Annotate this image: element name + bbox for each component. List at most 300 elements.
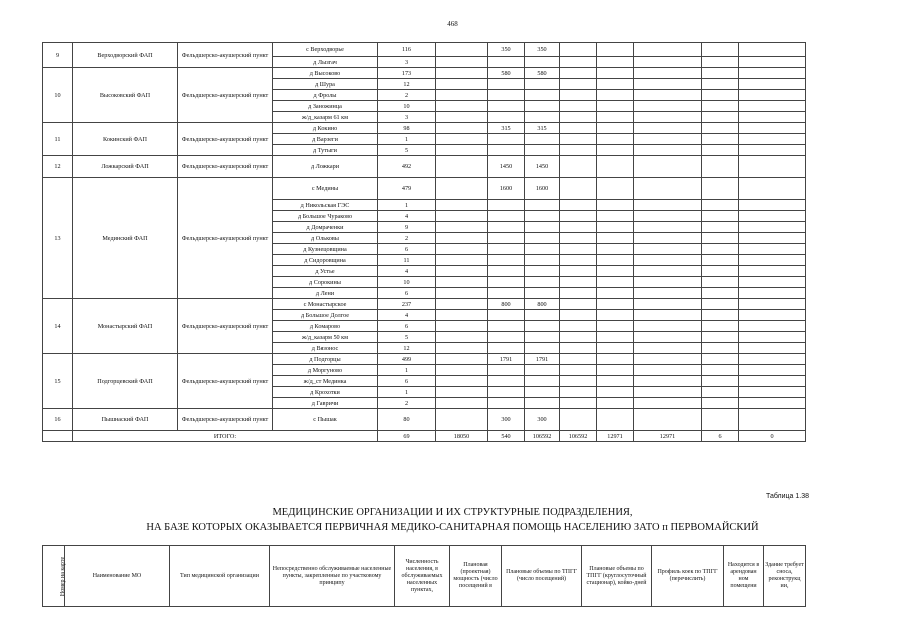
value-cell: 2	[378, 398, 436, 409]
value-cell	[488, 112, 525, 123]
value-cell	[560, 222, 597, 233]
settlement-cell: д Гавричи	[273, 398, 378, 409]
facility-type: Фельдшерско-акушерский пункт	[178, 178, 273, 299]
value-cell	[597, 299, 634, 310]
value-cell: 6	[378, 321, 436, 332]
value-cell	[560, 123, 597, 134]
header-rented-premises: Находится в арендован ном помещени	[724, 546, 764, 607]
value-cell	[702, 332, 739, 343]
facility-name: Мединский ФАП	[73, 178, 178, 299]
value-cell: 580	[488, 68, 525, 79]
value-cell	[436, 354, 488, 365]
value-cell	[739, 123, 806, 134]
value-cell	[634, 343, 702, 354]
value-cell: 4	[378, 310, 436, 321]
value-cell	[436, 222, 488, 233]
value-cell	[560, 354, 597, 365]
value-cell	[525, 321, 560, 332]
page-number: 468	[447, 20, 458, 28]
value-cell: 6	[378, 376, 436, 387]
value-cell	[488, 255, 525, 266]
total-value-cell: 6	[702, 431, 739, 442]
value-cell	[436, 178, 488, 200]
value-cell: 5	[378, 145, 436, 156]
value-cell: 315	[525, 123, 560, 134]
value-cell	[436, 68, 488, 79]
settlement-cell: д Никольская ГЭС	[273, 200, 378, 211]
settlement-cell: д Вязонос	[273, 343, 378, 354]
value-cell: 237	[378, 299, 436, 310]
value-cell	[525, 255, 560, 266]
value-cell	[525, 288, 560, 299]
value-cell	[488, 134, 525, 145]
value-cell	[634, 310, 702, 321]
value-cell	[739, 321, 806, 332]
header-bed-profile: Профиль коек по ТПГГ (перечислить)	[652, 546, 724, 607]
value-cell: 1	[378, 200, 436, 211]
value-cell: 492	[378, 156, 436, 178]
facility-name: Ложкарский ФАП	[73, 156, 178, 178]
value-cell	[597, 288, 634, 299]
value-cell	[739, 288, 806, 299]
value-cell	[436, 365, 488, 376]
total-value-cell: 69	[378, 431, 436, 442]
value-cell	[436, 332, 488, 343]
value-cell	[436, 134, 488, 145]
value-cell	[597, 376, 634, 387]
facility-type: Фельдшерско-акушерский пункт	[178, 156, 273, 178]
value-cell: 1	[378, 365, 436, 376]
value-cell	[739, 398, 806, 409]
value-cell	[436, 310, 488, 321]
facility-number: 12	[43, 156, 73, 178]
value-cell	[634, 376, 702, 387]
value-cell	[634, 211, 702, 222]
next-table-header	[42, 545, 806, 607]
value-cell	[739, 145, 806, 156]
value-cell: 12	[378, 343, 436, 354]
value-cell	[560, 398, 597, 409]
value-cell	[488, 310, 525, 321]
value-cell	[702, 376, 739, 387]
table-row	[43, 299, 806, 310]
value-cell	[436, 343, 488, 354]
value-cell	[702, 43, 739, 57]
value-cell	[739, 101, 806, 112]
value-cell	[739, 266, 806, 277]
table-row	[43, 409, 806, 431]
value-cell	[560, 112, 597, 123]
value-cell: 116	[378, 43, 436, 57]
value-cell	[597, 266, 634, 277]
value-cell	[702, 354, 739, 365]
value-cell	[702, 387, 739, 398]
header-planned-bed-days: Плановые объемы по ТПГГ (круглосуточный стационар), койко-дней	[582, 546, 652, 607]
settlement-cell: д Крохотки	[273, 387, 378, 398]
total-row	[43, 431, 806, 442]
value-cell	[525, 79, 560, 90]
value-cell	[560, 244, 597, 255]
value-cell	[560, 90, 597, 101]
settlement-cell: д Фролы	[273, 90, 378, 101]
value-cell	[560, 200, 597, 211]
value-cell	[597, 57, 634, 68]
value-cell	[702, 277, 739, 288]
value-cell	[702, 365, 739, 376]
value-cell: 315	[488, 123, 525, 134]
settlement-cell: ж/д_ст Мединка	[273, 376, 378, 387]
value-cell	[525, 145, 560, 156]
value-cell	[560, 310, 597, 321]
value-cell: 173	[378, 68, 436, 79]
value-cell	[597, 365, 634, 376]
value-cell: 1450	[488, 156, 525, 178]
settlement-cell: д Высоково	[273, 68, 378, 79]
settlement-cell: с Монастырское	[273, 299, 378, 310]
value-cell	[702, 156, 739, 178]
value-cell	[702, 409, 739, 431]
header-mo-type: Тип медицинской организации	[170, 546, 270, 607]
value-cell	[488, 398, 525, 409]
value-cell: 580	[525, 68, 560, 79]
value-cell	[560, 299, 597, 310]
value-cell	[634, 354, 702, 365]
value-cell	[597, 398, 634, 409]
value-cell	[634, 134, 702, 145]
value-cell: 12	[378, 79, 436, 90]
value-cell	[488, 79, 525, 90]
facility-type: Фельдшерско-акушерский пункт	[178, 123, 273, 156]
value-cell	[488, 387, 525, 398]
value-cell	[702, 321, 739, 332]
value-cell	[560, 43, 597, 57]
facility-type: Фельдшерско-акушерский пункт	[178, 68, 273, 123]
value-cell	[488, 266, 525, 277]
value-cell	[634, 112, 702, 123]
value-cell	[739, 68, 806, 79]
value-cell	[525, 57, 560, 68]
value-cell	[488, 365, 525, 376]
facilities-table	[42, 42, 806, 442]
value-cell: 10	[378, 277, 436, 288]
settlement-cell: д Заножинца	[273, 101, 378, 112]
value-cell	[634, 145, 702, 156]
value-cell	[702, 101, 739, 112]
value-cell	[597, 79, 634, 90]
value-cell	[597, 332, 634, 343]
value-cell	[560, 255, 597, 266]
value-cell	[597, 222, 634, 233]
facility-number: 15	[43, 354, 73, 409]
total-value-cell: 106592	[560, 431, 597, 442]
value-cell	[488, 277, 525, 288]
value-cell	[702, 145, 739, 156]
settlement-cell: ж/д_казарм 50 км	[273, 332, 378, 343]
table-caption: Таблица 1.38	[765, 493, 809, 500]
value-cell: 1600	[525, 178, 560, 200]
value-cell	[634, 233, 702, 244]
value-cell	[436, 43, 488, 57]
value-cell	[560, 376, 597, 387]
value-cell	[436, 101, 488, 112]
value-cell	[560, 134, 597, 145]
value-cell	[739, 222, 806, 233]
value-cell	[702, 266, 739, 277]
value-cell: 1791	[525, 354, 560, 365]
total-value-cell: 12971	[597, 431, 634, 442]
value-cell	[560, 409, 597, 431]
value-cell: 98	[378, 123, 436, 134]
settlement-cell: ж/д_казарм 61 км	[273, 112, 378, 123]
value-cell	[739, 310, 806, 321]
value-cell	[436, 376, 488, 387]
value-cell	[702, 222, 739, 233]
section-title-line-1: МЕДИЦИНСКИЕ ОРГАНИЗАЦИИ И ИХ СТРУКТУРНЫЕ ПОДРАЗДЕЛЕНИЯ,	[272, 507, 633, 518]
value-cell	[488, 90, 525, 101]
value-cell	[560, 365, 597, 376]
value-cell	[739, 244, 806, 255]
value-cell	[634, 90, 702, 101]
value-cell	[436, 211, 488, 222]
value-cell	[560, 178, 597, 200]
value-cell	[488, 145, 525, 156]
facility-type: Фельдшерско-акушерский пункт	[178, 43, 273, 68]
table-row	[43, 354, 806, 365]
value-cell	[436, 409, 488, 431]
table-row	[43, 43, 806, 57]
value-cell	[488, 288, 525, 299]
value-cell	[525, 266, 560, 277]
value-cell	[597, 310, 634, 321]
facility-number: 10	[43, 68, 73, 123]
value-cell	[739, 409, 806, 431]
value-cell	[436, 233, 488, 244]
value-cell: 10	[378, 101, 436, 112]
table-row	[43, 123, 806, 134]
value-cell	[488, 244, 525, 255]
settlement-cell: д Домраченки	[273, 222, 378, 233]
facility-name: Монастырский ФАП	[73, 299, 178, 354]
value-cell	[525, 244, 560, 255]
header-population: Численность населения, в обслуживаемых населенных пунктах,	[395, 546, 450, 607]
settlement-cell: д Моргуново	[273, 365, 378, 376]
facility-number: 14	[43, 299, 73, 354]
value-cell	[597, 178, 634, 200]
value-cell	[702, 178, 739, 200]
total-value-cell: 12971	[634, 431, 702, 442]
table-row	[43, 156, 806, 178]
facility-number: 13	[43, 178, 73, 299]
value-cell	[634, 43, 702, 57]
value-cell: 350	[525, 43, 560, 57]
settlement-cell: д Сорокины	[273, 277, 378, 288]
value-cell	[739, 178, 806, 200]
table-row	[43, 68, 806, 79]
value-cell: 6	[378, 244, 436, 255]
facility-name: Подгорцевский ФАП	[73, 354, 178, 409]
value-cell	[597, 233, 634, 244]
total-label: ИТОГО:	[73, 431, 378, 442]
value-cell	[525, 376, 560, 387]
value-cell	[436, 145, 488, 156]
value-cell	[525, 398, 560, 409]
value-cell	[702, 123, 739, 134]
value-cell	[560, 321, 597, 332]
value-cell	[488, 376, 525, 387]
value-cell	[634, 398, 702, 409]
settlement-cell: д Сидоровщина	[273, 255, 378, 266]
facility-number: 16	[43, 409, 73, 431]
value-cell	[702, 112, 739, 123]
value-cell	[436, 398, 488, 409]
facility-number: 9	[43, 43, 73, 68]
value-cell	[560, 156, 597, 178]
value-cell	[739, 354, 806, 365]
value-cell	[436, 299, 488, 310]
value-cell	[560, 79, 597, 90]
settlement-cell: д Ложкари	[273, 156, 378, 178]
value-cell: 2	[378, 233, 436, 244]
value-cell	[436, 288, 488, 299]
settlement-cell: д Кокино	[273, 123, 378, 134]
value-cell: 2	[378, 90, 436, 101]
facility-number: 11	[43, 123, 73, 156]
value-cell	[634, 387, 702, 398]
value-cell	[436, 123, 488, 134]
value-cell	[702, 299, 739, 310]
value-cell	[597, 200, 634, 211]
header-planned-visits: Плановые объемы по ТПГГ (число посещений)	[502, 546, 582, 607]
value-cell	[525, 310, 560, 321]
facility-type: Фельдшерско-акушерский пункт	[178, 409, 273, 431]
settlement-cell: д Кузнецовщина	[273, 244, 378, 255]
settlement-cell: д Большое Долгое	[273, 310, 378, 321]
value-cell	[525, 112, 560, 123]
value-cell	[739, 277, 806, 288]
value-cell	[560, 332, 597, 343]
value-cell	[597, 211, 634, 222]
value-cell	[597, 145, 634, 156]
value-cell	[597, 387, 634, 398]
value-cell: 300	[488, 409, 525, 431]
value-cell: 5	[378, 332, 436, 343]
value-cell	[436, 57, 488, 68]
value-cell: 1	[378, 387, 436, 398]
total-blank	[43, 431, 73, 442]
value-cell	[702, 310, 739, 321]
value-cell	[739, 387, 806, 398]
value-cell	[597, 112, 634, 123]
value-cell: 479	[378, 178, 436, 200]
value-cell	[436, 244, 488, 255]
settlement-cell: д Варзеги	[273, 134, 378, 145]
value-cell	[634, 266, 702, 277]
value-cell	[702, 134, 739, 145]
value-cell: 800	[525, 299, 560, 310]
value-cell	[634, 222, 702, 233]
value-cell	[634, 79, 702, 90]
value-cell	[702, 398, 739, 409]
value-cell	[739, 112, 806, 123]
value-cell	[597, 321, 634, 332]
value-cell	[525, 211, 560, 222]
value-cell	[597, 277, 634, 288]
settlement-cell: д Подгорцы	[273, 354, 378, 365]
value-cell	[488, 101, 525, 112]
value-cell	[702, 90, 739, 101]
value-cell	[436, 112, 488, 123]
value-cell	[488, 57, 525, 68]
value-cell	[634, 332, 702, 343]
value-cell	[525, 233, 560, 244]
value-cell	[634, 277, 702, 288]
value-cell	[436, 387, 488, 398]
section-title-line-2: НА БАЗЕ КОТОРЫХ ОКАЗЫВАЕТСЯ ПЕРВИЧНАЯ МЕДИКО-САНИТАРНАЯ ПОМОЩЬ НАСЕЛЕНИЮ ЗАТО п ПЕРВОМАЙСКИЙ	[146, 522, 759, 533]
facility-name: Кокинский ФАП	[73, 123, 178, 156]
value-cell	[560, 101, 597, 112]
value-cell	[525, 365, 560, 376]
facility-type: Фельдшерско-акушерский пункт	[178, 354, 273, 409]
value-cell	[597, 101, 634, 112]
value-cell	[560, 145, 597, 156]
value-cell	[739, 134, 806, 145]
value-cell	[560, 277, 597, 288]
settlement-cell: д Тутыги	[273, 145, 378, 156]
total-value-cell: 0	[739, 431, 806, 442]
value-cell	[597, 409, 634, 431]
value-cell: 4	[378, 211, 436, 222]
value-cell	[436, 321, 488, 332]
value-cell	[560, 68, 597, 79]
value-cell: 4	[378, 266, 436, 277]
header-map-number: Номер на карте	[43, 546, 65, 607]
value-cell	[436, 90, 488, 101]
settlement-cell: д Комарово	[273, 321, 378, 332]
value-cell	[436, 200, 488, 211]
value-cell	[739, 90, 806, 101]
value-cell	[739, 299, 806, 310]
value-cell	[739, 200, 806, 211]
value-cell	[525, 200, 560, 211]
value-cell: 350	[488, 43, 525, 57]
value-cell	[525, 134, 560, 145]
facility-name: Пышнаский ФАП	[73, 409, 178, 431]
facility-type: Фельдшерско-акушерский пункт	[178, 299, 273, 354]
value-cell	[634, 321, 702, 332]
value-cell	[702, 288, 739, 299]
value-cell	[488, 200, 525, 211]
total-value-cell: 540	[488, 431, 525, 442]
value-cell	[634, 200, 702, 211]
value-cell	[702, 200, 739, 211]
value-cell	[560, 343, 597, 354]
value-cell	[525, 90, 560, 101]
value-cell	[525, 387, 560, 398]
value-cell: 499	[378, 354, 436, 365]
value-cell	[634, 123, 702, 134]
value-cell	[702, 255, 739, 266]
value-cell	[436, 277, 488, 288]
value-cell	[739, 43, 806, 57]
value-cell	[560, 57, 597, 68]
value-cell: 1	[378, 134, 436, 145]
value-cell	[560, 288, 597, 299]
value-cell	[739, 156, 806, 178]
settlement-cell: с Пышак	[273, 409, 378, 431]
value-cell	[597, 68, 634, 79]
value-cell	[597, 134, 634, 145]
header-planned-capacity: Плановая (проектная) мощность (число посещений в	[450, 546, 502, 607]
